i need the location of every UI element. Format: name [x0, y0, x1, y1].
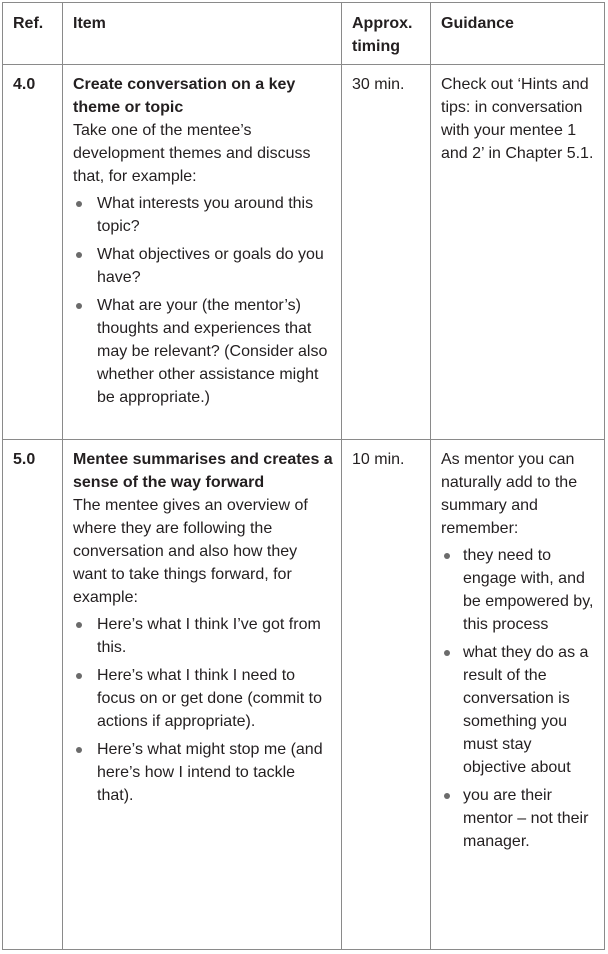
guidance-bullet-list: [441, 544, 596, 853]
list-item: What are your (the mentor’s) thoughts and experiences that may be relevant? (Consider also whether other assistance might be appropriate.): [73, 294, 333, 409]
list-item: Here’s what I think I’ve got from this.: [73, 613, 333, 659]
bullet-icon: [444, 793, 450, 799]
guidance-text: As mentor you can naturally add to the summary and remember:: [441, 451, 578, 537]
header-row: [3, 3, 605, 65]
list-item: What interests you around this topic?: [73, 192, 333, 238]
table-row: [3, 440, 605, 950]
list-item: they need to engage with, and be empowered by, this process: [441, 544, 596, 636]
bullet-icon: [76, 252, 82, 258]
row-timing: 30 min.: [342, 65, 431, 440]
header-timing: Approx. timing: [342, 3, 431, 65]
bullet-icon: [76, 673, 82, 679]
item-body: Take one of the mentee’s development themes and discuss that, for example:: [73, 122, 311, 185]
bullet-icon: [76, 622, 82, 628]
bullet-icon: [76, 747, 82, 753]
list-item: you are their mentor – not their manager.: [441, 784, 596, 853]
list-item: What objectives or goals do you have?: [73, 243, 333, 289]
item-title: Mentee summarises and creates a sense of the way forward: [73, 451, 333, 491]
item-bullet-list: [73, 613, 333, 807]
row-timing: 10 min.: [342, 440, 431, 950]
header-guidance: Guidance: [431, 3, 605, 65]
item-bullet-list: [73, 192, 333, 409]
mentoring-table: [2, 2, 605, 950]
table-row: [3, 65, 605, 440]
row-item: [63, 440, 342, 950]
row-guidance: [431, 440, 605, 950]
row-guidance: Check out ‘Hints and tips: in conversation with your mentee 1 and 2’ in Chapter 5.1.: [431, 65, 605, 440]
bullet-icon: [444, 553, 450, 559]
item-body: The mentee gives an overview of where they are following the conversation and also how they want to take things forward, for example:: [73, 497, 308, 606]
bullet-icon: [76, 201, 82, 207]
list-item: what they do as a result of the conversation is something you must stay objective about: [441, 641, 596, 779]
row-item: [63, 65, 342, 440]
bullet-icon: [444, 650, 450, 656]
bullet-icon: [76, 303, 82, 309]
list-item: Here’s what might stop me (and here’s how I intend to tackle that).: [73, 738, 333, 807]
header-item: Item: [63, 3, 342, 65]
item-title: Create conversation on a key theme or topic: [73, 76, 296, 116]
list-item: Here’s what I think I need to focus on or get done (commit to actions if appropriate).: [73, 664, 333, 733]
row-ref: 5.0: [3, 440, 63, 950]
row-ref: 4.0: [3, 65, 63, 440]
header-ref: Ref.: [3, 3, 63, 65]
